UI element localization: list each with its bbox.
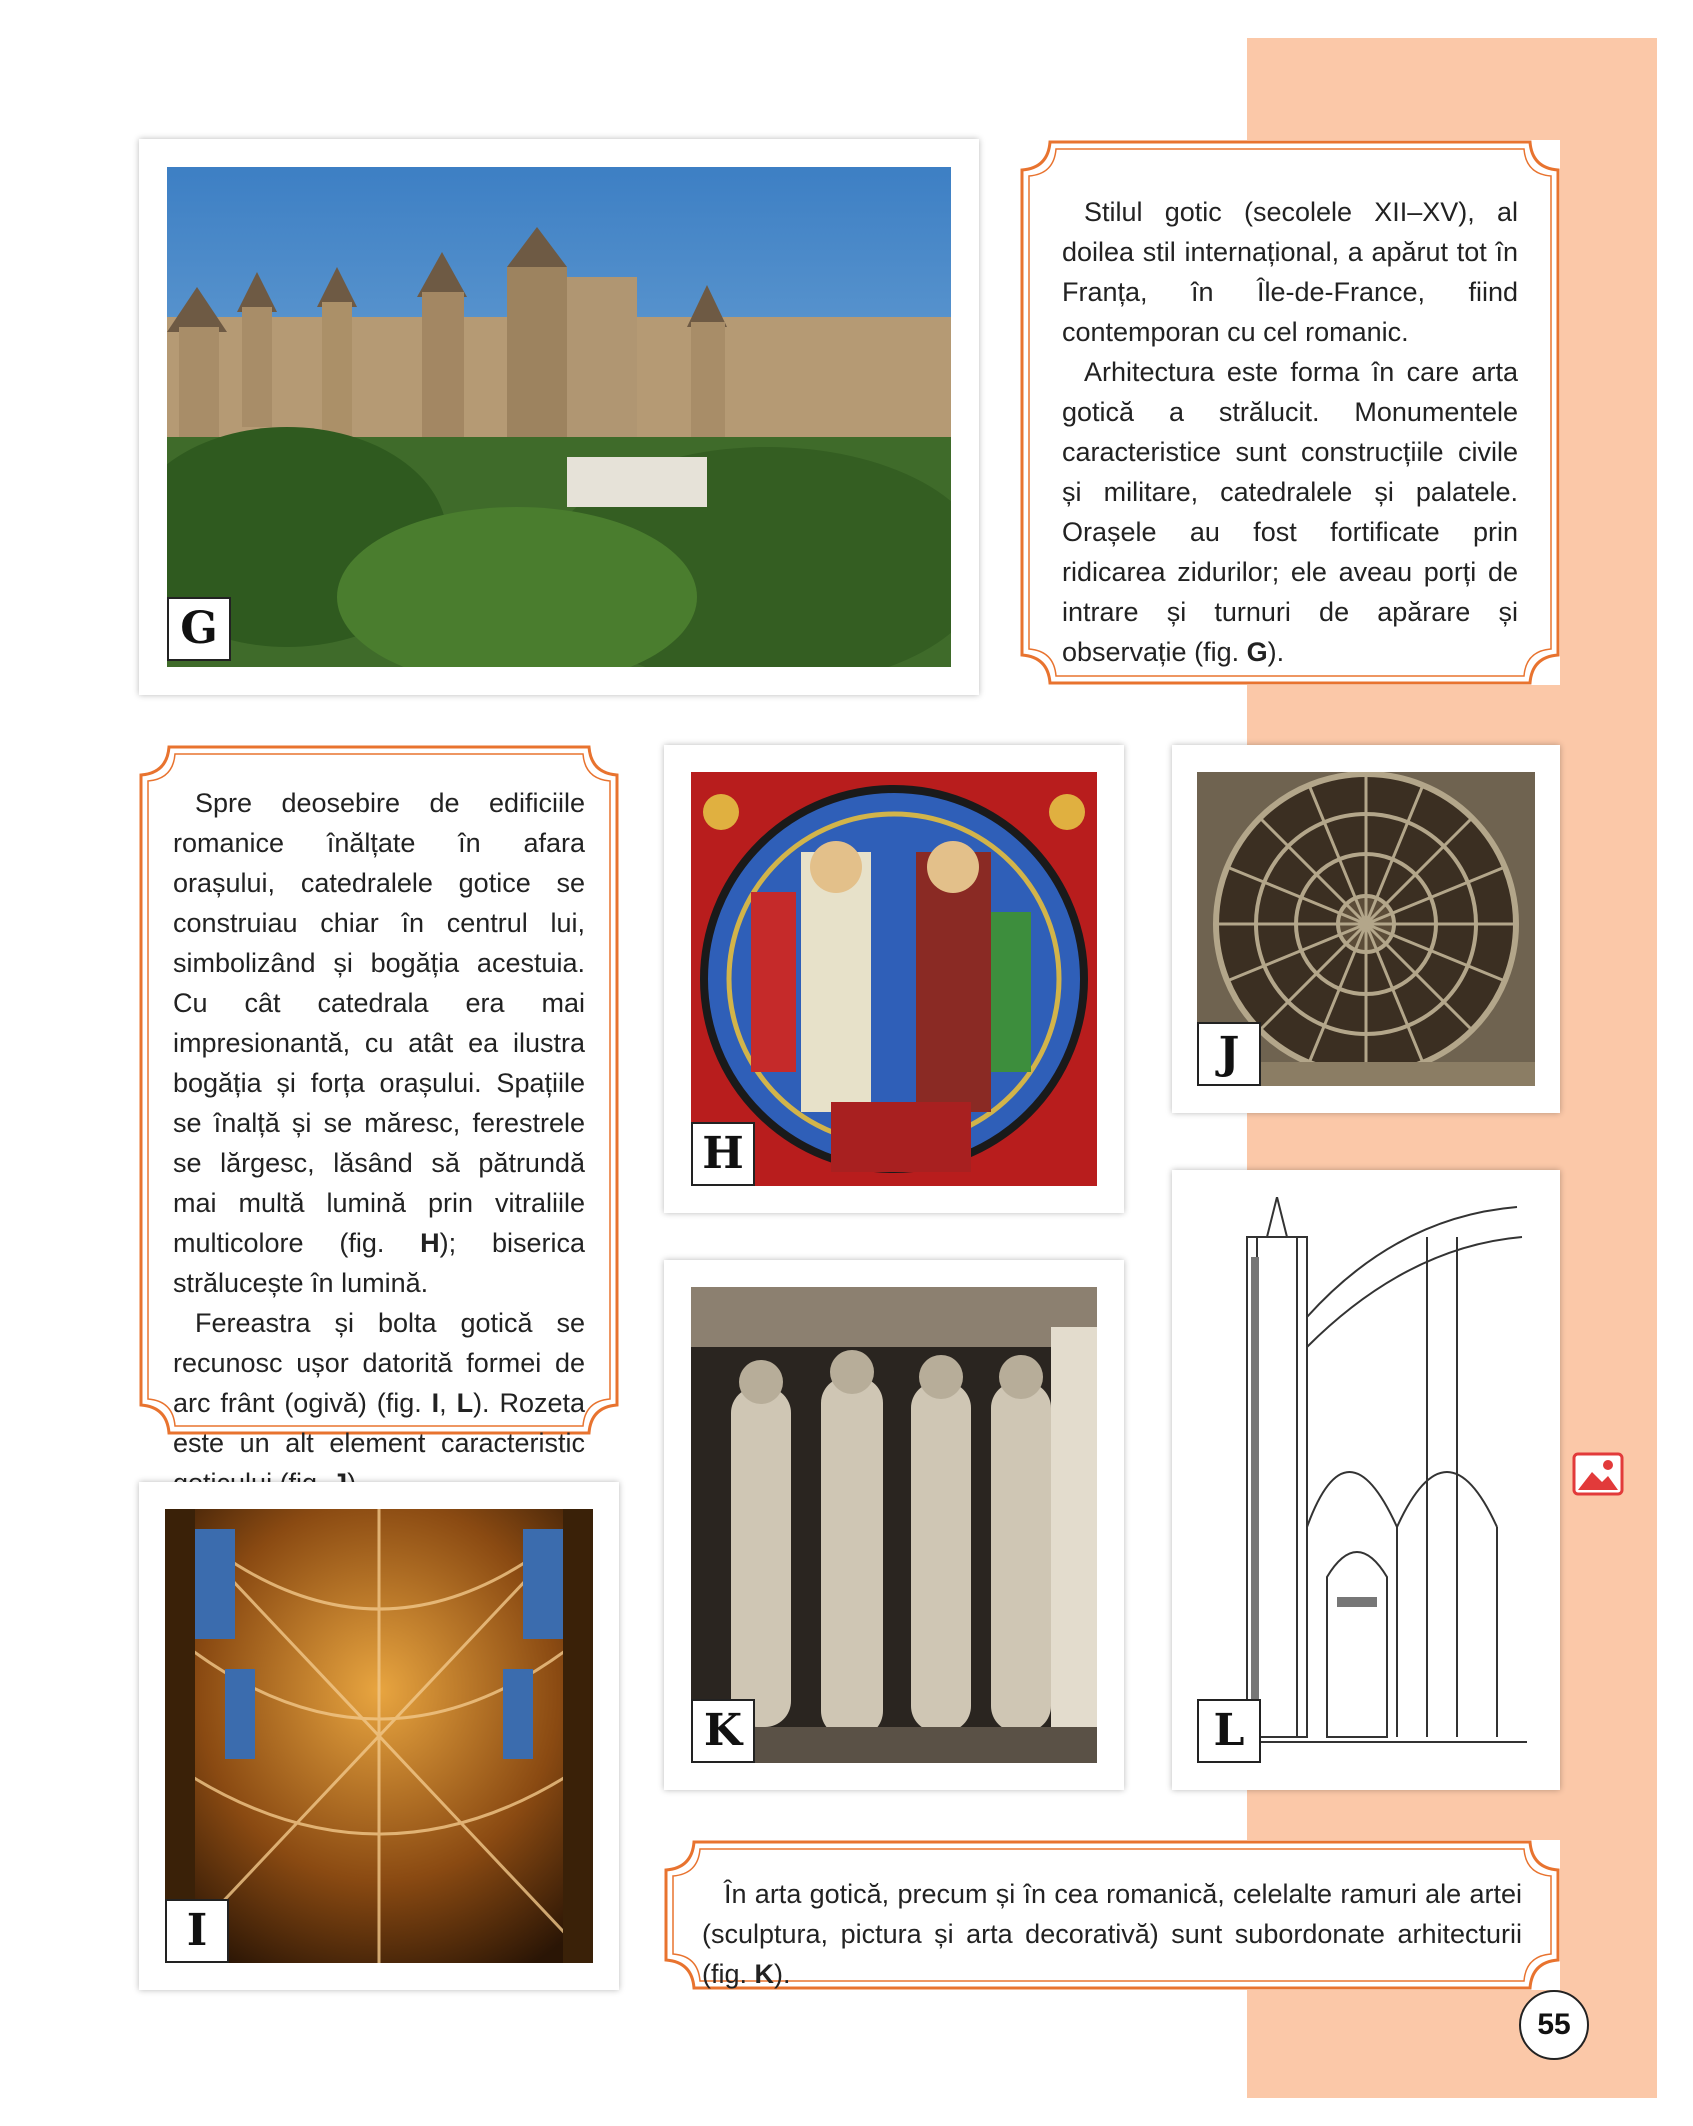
figure-i-photo — [165, 1509, 593, 1963]
text-box-cathedrals-body — [173, 783, 585, 1503]
figure-g-photo — [167, 167, 951, 667]
figure-j-label: J — [1197, 1022, 1261, 1086]
figure-h-label: H — [691, 1122, 755, 1186]
figure-j-card — [1172, 745, 1560, 1113]
figure-l-label: L — [1197, 1699, 1261, 1763]
figure-i-card — [139, 1482, 619, 1990]
figure-g-label: G — [167, 597, 231, 661]
figure-i-label: I — [165, 1899, 229, 1963]
figure-k-label: K — [691, 1699, 755, 1763]
text-box-cathedrals — [139, 745, 619, 1458]
figure-k-photo — [691, 1287, 1097, 1763]
text-box-subordinate-arts — [664, 1840, 1560, 1990]
figure-l-card — [1172, 1170, 1560, 1790]
figure-h-card — [664, 745, 1124, 1213]
figure-g-card — [139, 139, 979, 695]
text-box-gothic-style — [1020, 140, 1560, 685]
gothic-style-paragraph-1: Stilul gotic (secolele XII–XV), al doilea stil internațional, a apărut tot în Franța, în Île-de-France, fiind contemporan cu cel romanic. — [1062, 197, 1518, 347]
figure-l-photo — [1197, 1197, 1535, 1763]
page-number: 55 — [1519, 1990, 1589, 2060]
text-box-subordinate-arts-body — [702, 1874, 1522, 1994]
gothic-style-paragraph-2: Arhitectura este forma în care arta gotică a strălucit. Monumentele caracteristice sunt construcțiile civile și militare, catedralele și palatele. Orașele au fost fortificate prin ridicarea zidurilor; ele aveau porți de intrare și turnuri de apărare și observație (fig. G). — [1062, 357, 1518, 667]
text-box-gothic-style-body — [1062, 192, 1518, 672]
image-icon[interactable] — [1572, 1452, 1624, 1496]
cathedrals-paragraph-1: Spre deosebire de edificiile romanice înălțate în afara orașului, catedralele gotice se construiau chiar în centrul lui, simbolizând și bogăția acestuia. Cu cât catedrala era mai impresionantă, cu atât ea ilustra bogăția și forța orașului. Spațiile se înalță și se măresc, ferestrele se lărgesc, lăsând să pătrundă mai multă lumină prin vitraliile multicolore (fig. H); biserica strălucește în lumină. — [173, 788, 586, 1298]
cathedrals-paragraph-2: Fereastra și bolta gotică se recunosc ușor datorită formei de arc frânt (ogivă) (fig. I, L). Rozeta este un alt element caracteristic — [173, 1308, 585, 1458]
figure-k-card — [664, 1260, 1124, 1790]
subordinate-arts-paragraph: În arta gotică, precum și în cea romanică, celelalte ramuri ale artei (sculptura, pictura și arta decorativă) sunt subordonate arhitecturii (fig. K). — [702, 1879, 1522, 1989]
